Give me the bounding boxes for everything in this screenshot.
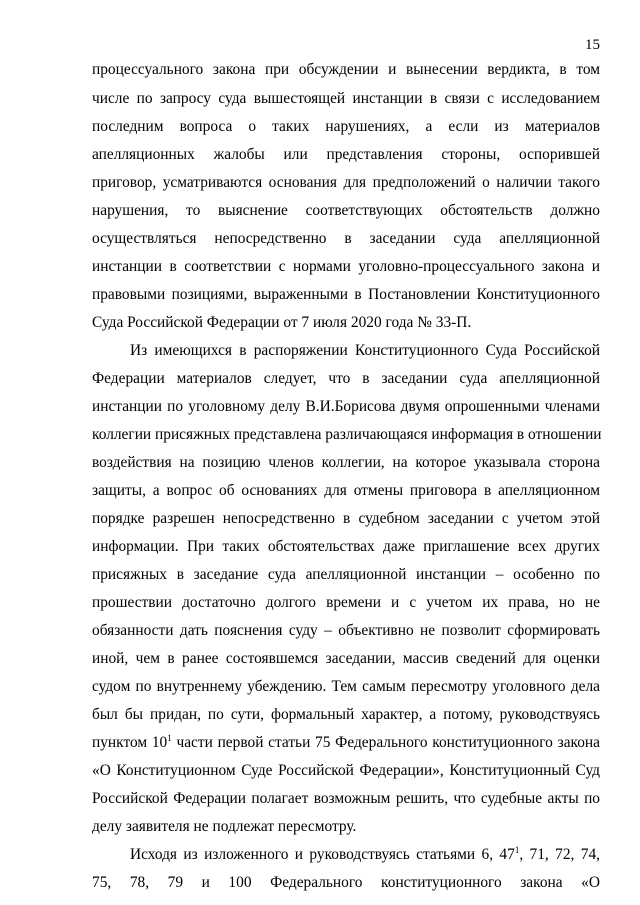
- paragraph-2-line-13: судом по внутреннему убеждению. Тем самым пересмотру уголовного дела: [92, 678, 600, 695]
- paragraph-1-line-4: апелляционных жалобы или представления стороны, оспорившей: [92, 146, 600, 163]
- paragraph-3-line-2: 75, 78, 79 и 100 Федерального конституционного закона «О: [92, 874, 600, 891]
- paragraph-2-line-6: защиты, а вопрос об основаниях для отмены приговора в апелляционном: [92, 482, 600, 499]
- paragraph-2-line-2: Федерации материалов следует, что в заседании суда апелляционной: [92, 370, 600, 387]
- paragraph-1-line-10: Суда Российской Федерации от 7 июля 2020 года № 33-П.: [92, 314, 472, 331]
- paragraph-1-line-9: правовыми позициями, выраженными в Постановлении Конституционного: [92, 286, 600, 303]
- paragraph-2-line-16: «О Конституционном Суде Российской Федерации», Конституционный Суд: [92, 762, 600, 779]
- paragraph-2-line-17: Российской Федерации полагает возможным решить, что судебные акты по: [92, 790, 600, 807]
- paragraph-2-line-15-start: пунктом 10: [92, 734, 168, 751]
- superscript-marker: 1: [167, 733, 172, 743]
- paragraph-2-line-14: был бы придан, по сути, формальный характер, а потому, руководствуясь: [92, 706, 600, 723]
- paragraph-3-line-1: [130, 846, 600, 864]
- paragraph-3-line-1-end: , 71, 72, 74,: [519, 846, 600, 863]
- paragraph-2-line-18: делу заявителя не подлежат пересмотру.: [92, 818, 357, 835]
- superscript-marker: 1: [514, 845, 520, 855]
- page-number: 15: [585, 37, 600, 53]
- paragraph-2-line-15-end: части первой статьи 75 Федерального конституционного закона: [171, 734, 600, 751]
- paragraph-2-line-8: информации. При таких обстоятельствах даже приглашение всех других: [92, 538, 600, 555]
- paragraph-3-line-1-start: Исходя из изложенного и руководствуясь статьями 6, 47: [130, 846, 515, 863]
- paragraph-2-line-12: иной, чем в ранее состоявшемся заседании, массив сведений для оценки: [92, 650, 600, 667]
- paragraph-2-line-1: Из имеющихся в распоряжении Конституционного Суда Российской: [130, 342, 600, 359]
- paragraph-1-line-6: нарушения, то выяснение соответствующих обстоятельств должно: [92, 202, 600, 219]
- paragraph-2-line-9: присяжных в заседание суда апелляционной инстанции – особенно по: [92, 566, 600, 583]
- paragraph-1-line-8: инстанции в соответствии с нормами уголовно-процессуального закона и: [92, 258, 600, 275]
- paragraph-1-line-2: числе по запросу суда вышестоящей инстанции в связи с исследованием: [92, 90, 600, 107]
- paragraph-2-line-5: воздействия на позицию членов коллегии, на которое указывала сторона: [92, 454, 600, 471]
- paragraph-1-line-1: процессуального закона при обсуждении и вынесении вердикта, в том: [92, 61, 600, 78]
- paragraph-1-line-3: последним вопроса о таких нарушениях, а если из материалов: [92, 118, 600, 135]
- paragraph-2-line-10: прошествии достаточно долгого времени и с учетом их права, но не: [92, 594, 600, 611]
- paragraph-2-line-3: инстанции по уголовному делу В.И.Борисова двумя опрошенными членами: [92, 398, 600, 415]
- paragraph-1-line-5: приговор, усматриваются основания для предположений о наличии такого: [92, 174, 600, 191]
- paragraph-2-line-4: коллегии присяжных представлена различающаяся информация в отношении: [92, 426, 602, 443]
- paragraph-2-line-15: [92, 734, 600, 752]
- paragraph-1-line-7: осуществляться непосредственно в заседании суда апелляционной: [92, 230, 600, 247]
- paragraph-2-line-7: порядке разрешен непосредственно в судебном заседании с учетом этой: [92, 510, 600, 527]
- paragraph-2-line-11: обязанности дать пояснения суду – объективно не позволит сформировать: [92, 622, 600, 639]
